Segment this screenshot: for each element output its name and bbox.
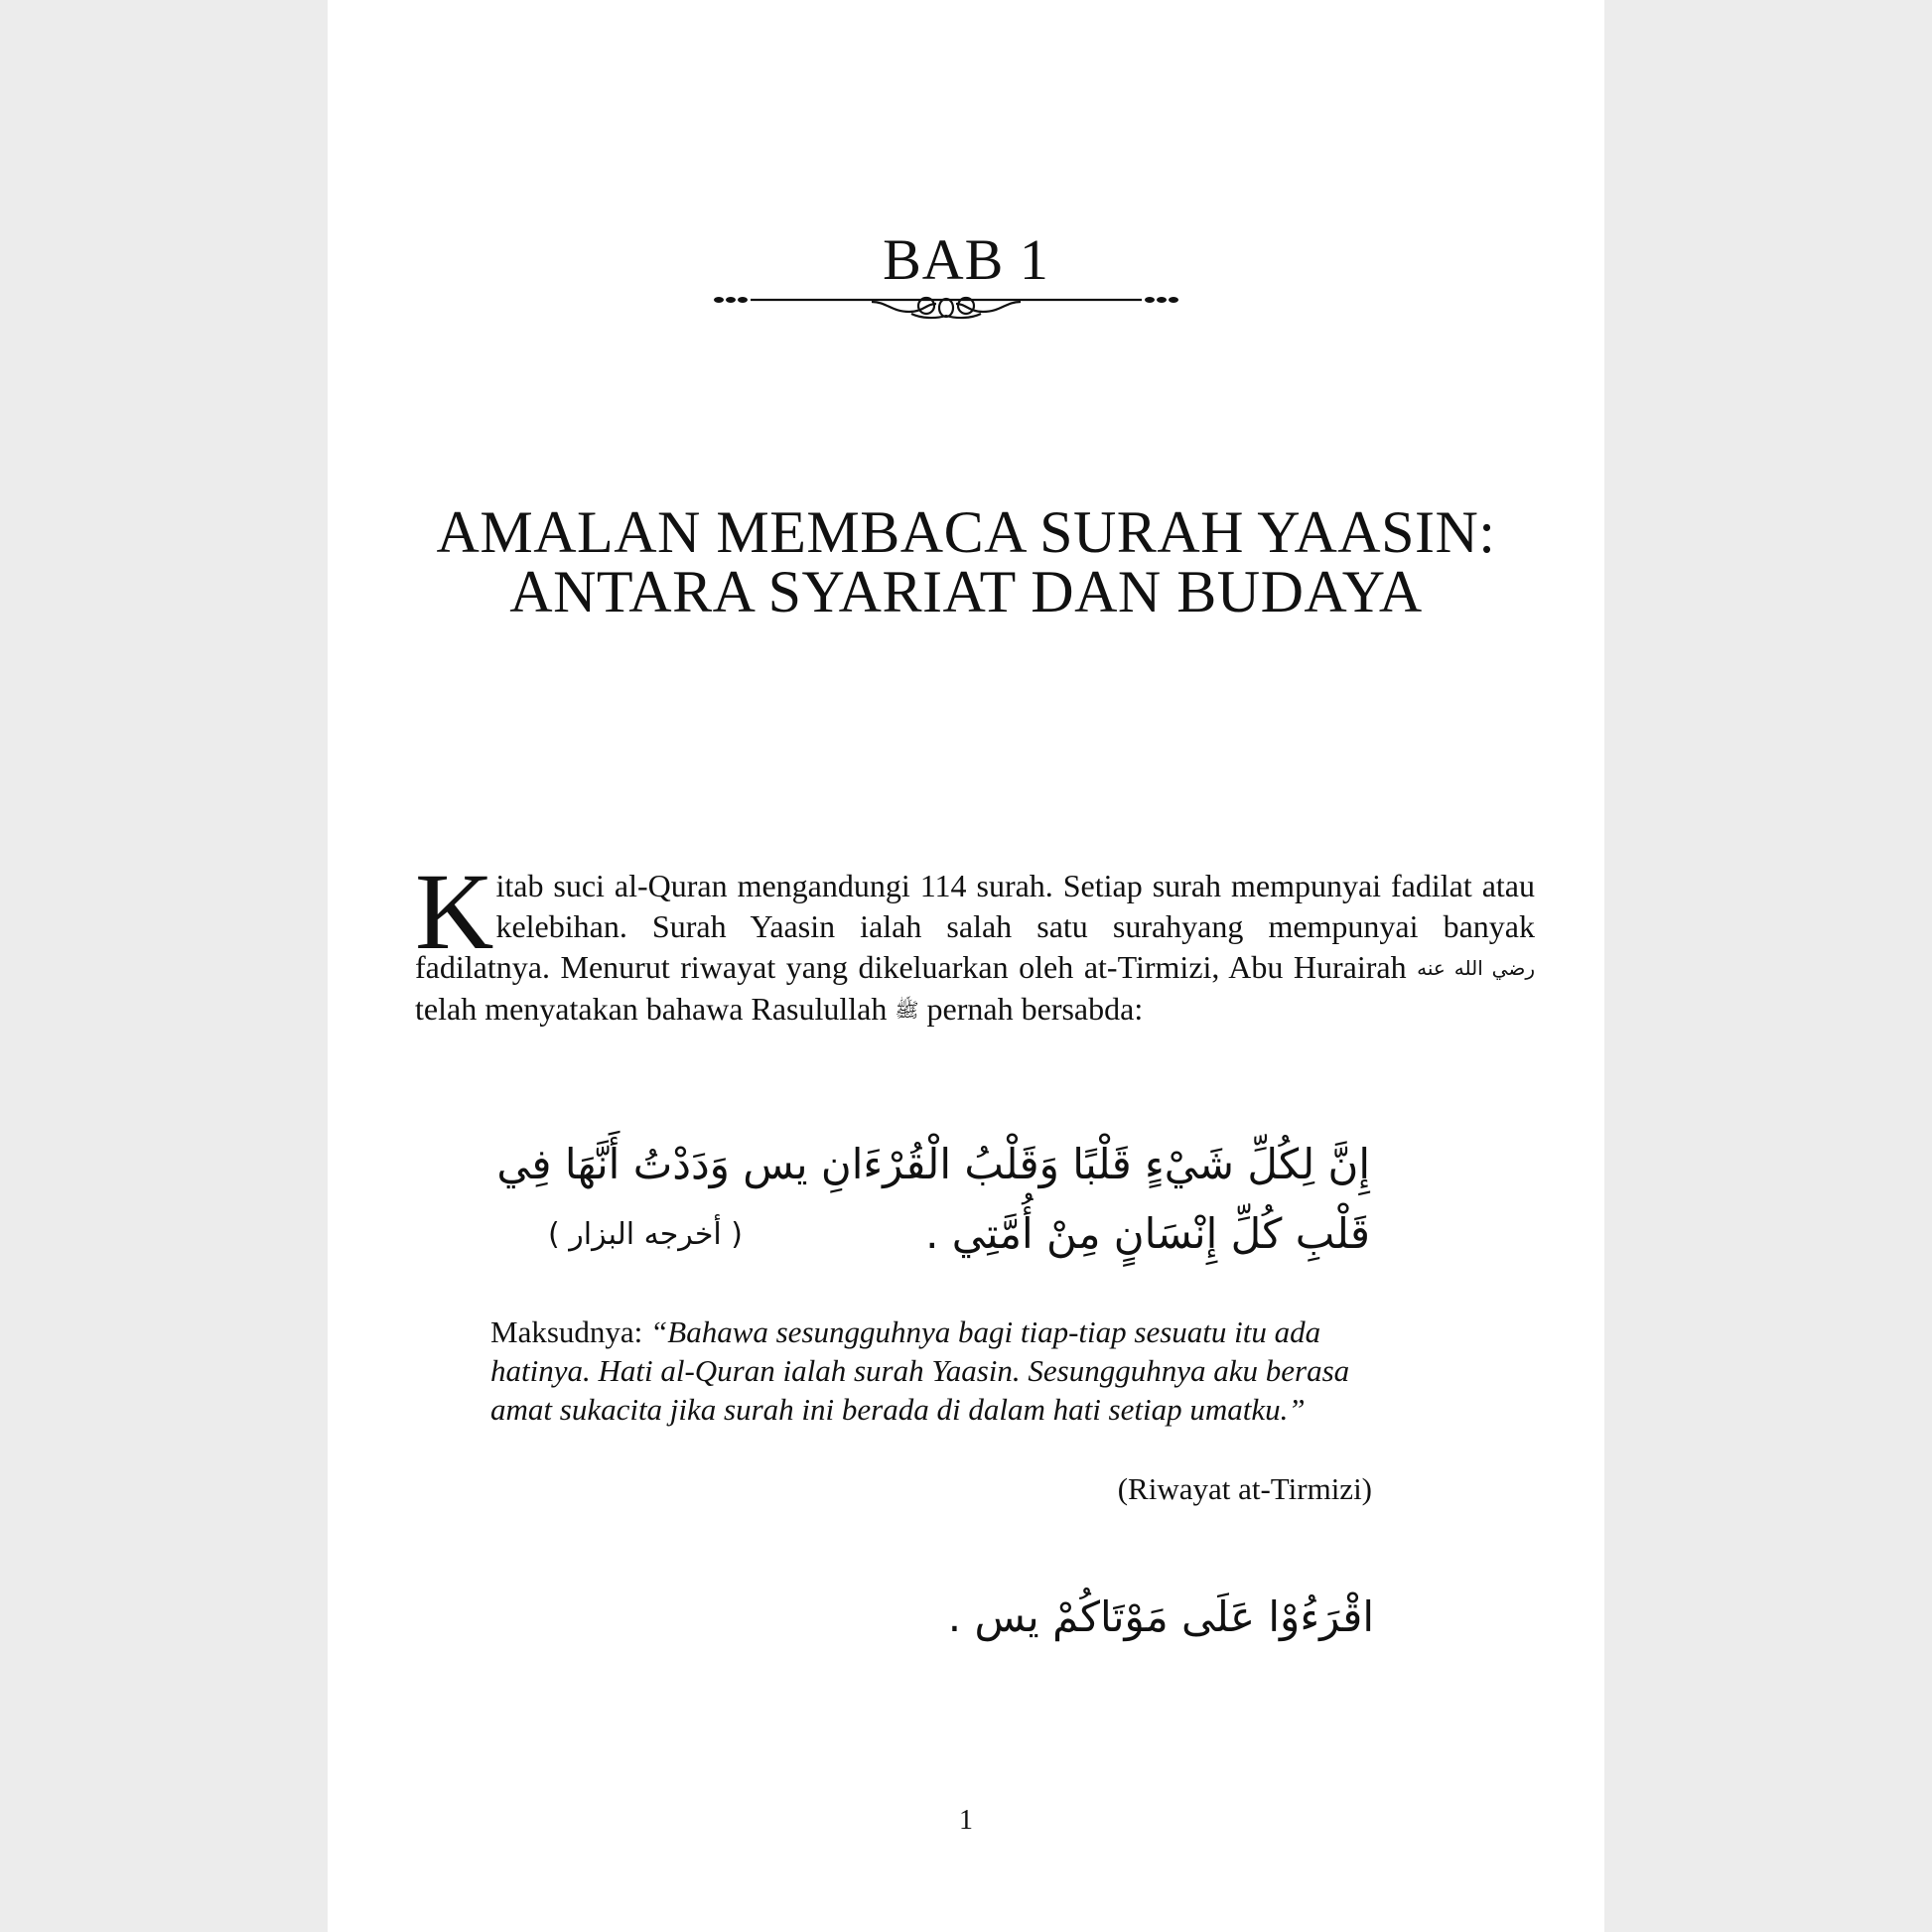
verse-arabic: اقْرَءُوْا عَلَى مَوْتَاكُمْ يس . <box>947 1592 1374 1641</box>
chapter-title-line-1: AMALAN MEMBACA SURAH YAASIN: <box>436 499 1496 565</box>
chapter-title-line-2: ANTARA SYARIAT DAN BUDAYA <box>509 559 1423 624</box>
honorific-prophet-icon: ﷺ <box>895 998 919 1022</box>
honorific-companion-icon: رضي الله عنه <box>1417 956 1535 980</box>
intro-text-3: pernah bersabda: <box>918 991 1144 1027</box>
chapter-label: BAB 1 <box>883 227 1049 292</box>
ornament-divider-icon <box>713 286 1179 320</box>
intro-text-2: telah menyatakan bahawa Rasulullah <box>415 991 896 1027</box>
translation-citation: (Riwayat at-Tirmizi) <box>1117 1471 1372 1506</box>
intro-paragraph <box>415 851 1535 1031</box>
chapter-title <box>387 499 1545 624</box>
hadith-arabic-line-1: إِنَّ لِكُلِّ شَيْءٍ قَلْبًا وَقَلْبُ الْقُرْءَانِ يس وَدَدْتُ أَنَّهَا فِي <box>496 1140 1370 1188</box>
drop-cap: K <box>415 851 494 972</box>
intro-text-1: itab suci al-Quran mengandungi 114 surah. Setiap surah mempunyai fadilat atau kelebihan. Surah Yaasin ialah salah satu surahyang mempunyai banyak fadilatnya. Menurut riwayat yang dikeluarkan oleh at-Tirmizi, Abu Hurairah <box>415 868 1535 985</box>
translation-quote: “Bahawa sesungguhnya bagi tiap-tiap sesuatu itu ada hatinya. Hati al-Quran ialah surah Yaasin. Sesungguhnya aku berasa amat sukacita jika surah ini berada di dalam hati setiap umatku.” <box>490 1314 1350 1427</box>
page-number: 1 <box>959 1805 973 1836</box>
hadith-arabic-line-2: قَلْبِ كُلِّ إِنْسَانٍ مِنْ أُمَّتِي . <box>925 1209 1370 1258</box>
book-page <box>328 0 1604 1932</box>
hadith-translation <box>490 1312 1372 1429</box>
hadith-source: ( أخرجه البزار ) <box>548 1217 743 1252</box>
translation-lead: Maksudnya: <box>490 1314 651 1349</box>
